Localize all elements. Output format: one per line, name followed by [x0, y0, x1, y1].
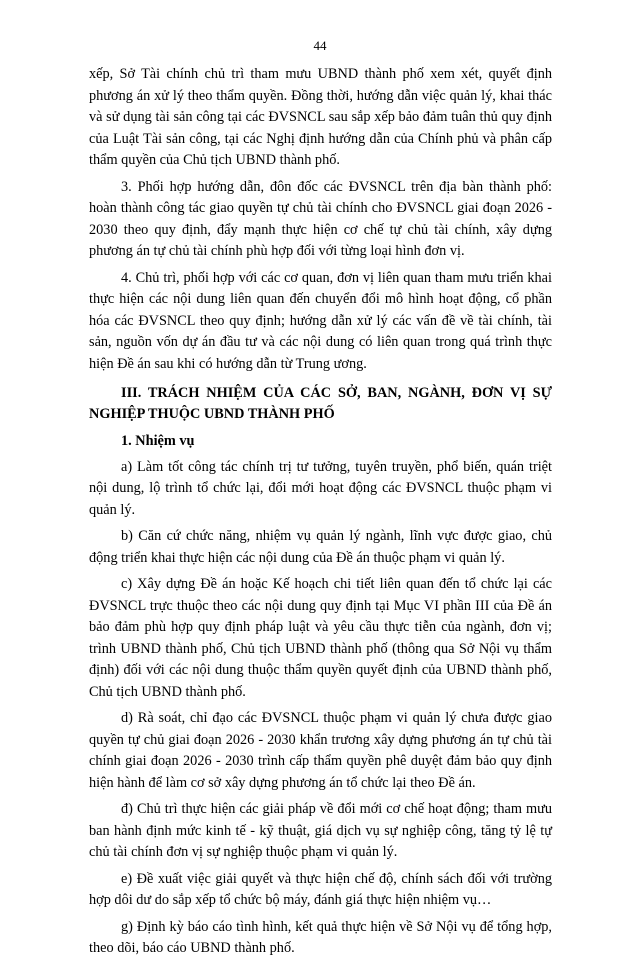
page-number: 44	[313, 38, 327, 53]
paragraph-task-dd: đ) Chủ trì thực hiện các giải pháp về đổi mới cơ chế hoạt động; tham mưu ban hành định mức kinh tế - kỹ thuật, giá dịch vụ sự nghiệp công, tăng tỷ lệ tự chủ tài chính đơn vị sự nghiệp thuộc phạm vi quản lý.	[89, 801, 552, 860]
paragraph-task-c: c) Xây dựng Đề án hoặc Kế hoạch chi tiết liên quan đến tổ chức lại các ĐVSNCL trực thuộc theo các nội dung quy định tại Mục VI phần III của Đề án bảo đảm phù hợp quy định pháp luật và yêu cầu thực tiễn của ngành, đơn vị; trình UBND thành phố, Chủ tịch UBND thành phố (thông qua Sở Nội vụ thẩm định) đối với các nội dung thuộc thẩm quyền quyết định của UBND thành phố, Chủ tịch UBND thành phố.	[89, 576, 552, 700]
paragraph-task-e: e) Đề xuất việc giải quyết và thực hiện chế độ, chính sách đối với trường hợp dôi dư do sắp xếp tổ chức bộ máy, đánh giá thực hiện nhiệm vụ…	[89, 870, 552, 908]
paragraph-task-a: a) Làm tốt công tác chính trị tư tưởng, tuyên truyền, phổ biến, quán triệt nội dung, lộ trình tổ chức lại, đổi mới hoạt động các ĐVSNCL thuộc phạm vi quản lý.	[89, 458, 552, 518]
paragraph-task-b: b) Căn cứ chức năng, nhiệm vụ quản lý ngành, lĩnh vực được giao, chủ động triển khai thực hiện các nội dung của Đề án thuộc phạm vi quản lý.	[89, 528, 552, 566]
document-body	[89, 64, 552, 965]
paragraph-task-g: g) Định kỳ báo cáo tình hình, kết quả thực hiện về Sở Nội vụ để tổng hợp, theo dõi, báo cáo UBND thành phố.	[89, 918, 552, 956]
paragraph-task-d: d) Rà soát, chỉ đạo các ĐVSNCL thuộc phạm vi quản lý chưa được giao quyền tự chủ giai đoạn 2026 - 2030 khẩn trương xây dựng phương án tự chủ tài chính giai đoạn 2026 - 2030 trình cấp thẩm quyền phê duyệt đảm bảo quy định hiện hành để làm cơ sở xây dựng phương án tổ chức lại theo Đề án.	[89, 710, 552, 791]
subheading-tasks: 1. Nhiệm vụ	[121, 433, 195, 449]
paragraph-item-4: 4. Chủ trì, phối hợp với các cơ quan, đơn vị liên quan tham mưu triển khai thực hiện các nội dung liên quan đến chuyển đổi mô hình hoạt động, cổ phần hóa các ĐVSNCL theo quy định; hướng dẫn xử lý các vấn đề về tài chính, tài sản, nguồn vốn dự án đầu tư và các nội dung có liên quan trong quá trình thực hiện Đề án sau khi có hướng dẫn từ Trung ương.	[89, 269, 552, 372]
section-heading-iii: III. TRÁCH NHIỆM CỦA CÁC SỞ, BAN, NGÀNH, ĐƠN VỊ SỰ NGHIỆP THUỘC UBND THÀNH PHỐ	[89, 385, 552, 422]
paragraph-item-3: 3. Phối hợp hướng dẫn, đôn đốc các ĐVSNCL trên địa bàn thành phố: hoàn thành công tác giao quyền tự chủ tài chính cho ĐVSNCL giai đoạn 2026 - 2030 theo quy định, đẩy mạnh thực hiện cơ chế tự chủ tài chính, xây dựng phương án tự chủ tài chính phù hợp đối với từng loại hình đơn vị.	[89, 178, 552, 259]
paragraph-asset-handling: xếp, Sở Tài chính chủ trì tham mưu UBND thành phố xem xét, quyết định phương án xử lý theo thẩm quyền. Đồng thời, hướng dẫn việc quản lý, khai thác và sử dụng tài sản công tại các ĐVSNCL sau sắp xếp bảo đảm tuân thủ quy định của Luật Tài sản công, tại các Nghị định hướng dẫn của Chính phủ và phân cấp thẩm quyền của Chủ tịch UBND thành phố.	[89, 66, 552, 168]
